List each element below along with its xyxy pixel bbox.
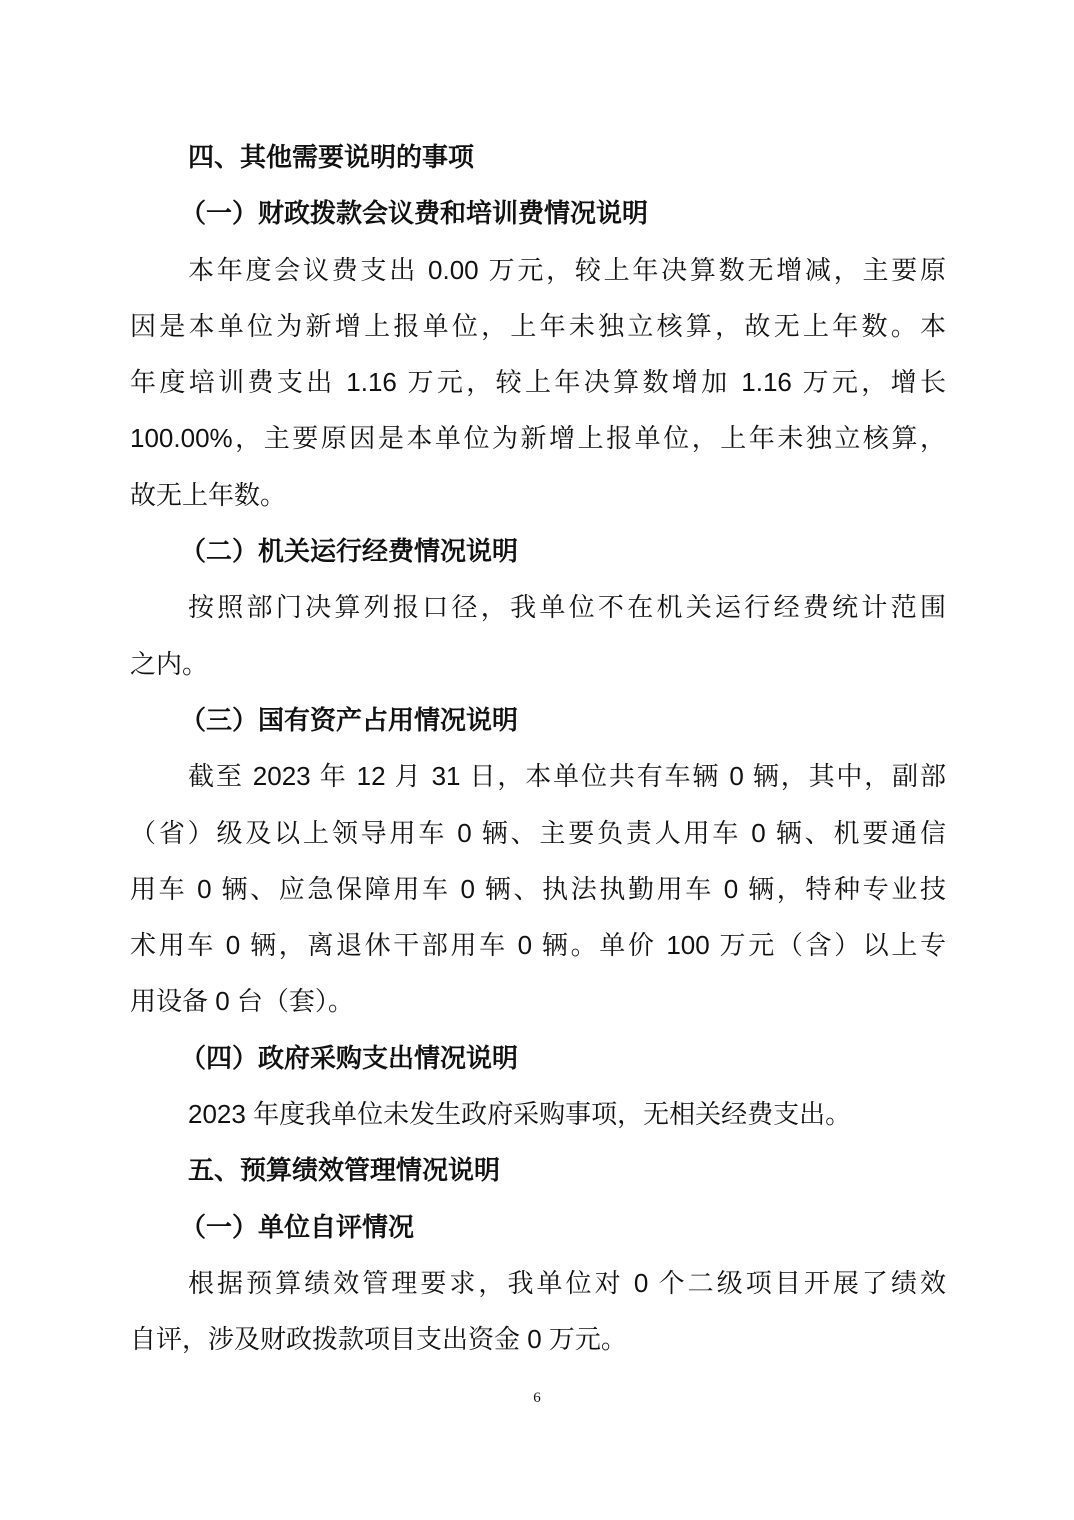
text-line: 用设备 0 台（套）。: [130, 986, 354, 1017]
paragraph: [130, 748, 946, 1029]
text-line: 截至 2023 年 12 月 31 日，本单位共有车辆 0 辆，其中，副部: [188, 761, 946, 792]
section-heading: [130, 1142, 946, 1198]
text-line: 按照部门决算列报口径，我单位不在机关运行经费统计范围: [188, 592, 946, 623]
paragraph: [130, 1086, 946, 1142]
text-line: （省）级及以上领导用车 0 辆、主要负责人用车 0 辆、机要通信: [130, 817, 946, 848]
text-line: 自评，涉及财政拨款项目支出资金 0 万元。: [130, 1324, 627, 1355]
text-line: 五、预算绩效管理情况说明: [188, 1155, 501, 1186]
text-line: 四、其他需要说明的事项: [188, 142, 475, 172]
text-line: （四）政府采购支出情况说明: [180, 1042, 519, 1073]
text-line: （一）财政拨款会议费和培训费情况说明: [180, 198, 649, 229]
page-number: 6: [533, 1390, 541, 1406]
document-body: [130, 129, 946, 1368]
subsection-heading: [130, 185, 946, 241]
section-heading: [130, 129, 946, 185]
text-line: 100.00%，主要原因是本单位为新增上报单位，上年未独立核算，: [130, 423, 946, 454]
text-line: （二）机关运行经费情况说明: [180, 536, 519, 567]
paragraph: [130, 242, 946, 523]
text-line: 故无上年数。: [130, 479, 287, 510]
text-line: 用车 0 辆、应急保障用车 0 辆、执法执勤用车 0 辆，特种专业技: [130, 873, 946, 904]
text-line: 本年度会议费支出 0.00 万元，较上年决算数无增减，主要原: [188, 254, 946, 285]
subsection-heading: [130, 692, 946, 748]
subsection-heading: [130, 1030, 946, 1086]
text-line: （一）单位自评情况: [180, 1211, 415, 1242]
text-line: 年度培训费支出 1.16 万元，较上年决算数增加 1.16 万元，增长: [130, 367, 946, 398]
paragraph: [130, 1255, 946, 1368]
text-line: 术用车 0 辆，离退休干部用车 0 辆。单价 100 万元（含）以上专: [130, 930, 946, 961]
paragraph: [130, 579, 946, 692]
text-line: 2023 年度我单位未发生政府采购事项，无相关经费支出。: [188, 1099, 852, 1130]
text-line: （三）国有资产占用情况说明: [180, 704, 519, 735]
subsection-heading: [130, 1199, 946, 1255]
text-line: 因是本单位为新增上报单位，上年未独立核算，故无上年数。本: [130, 310, 946, 341]
text-line: 根据预算绩效管理要求，我单位对 0 个二级项目开展了绩效: [188, 1267, 946, 1298]
subsection-heading: [130, 523, 946, 579]
text-line: 之内。: [130, 648, 209, 679]
